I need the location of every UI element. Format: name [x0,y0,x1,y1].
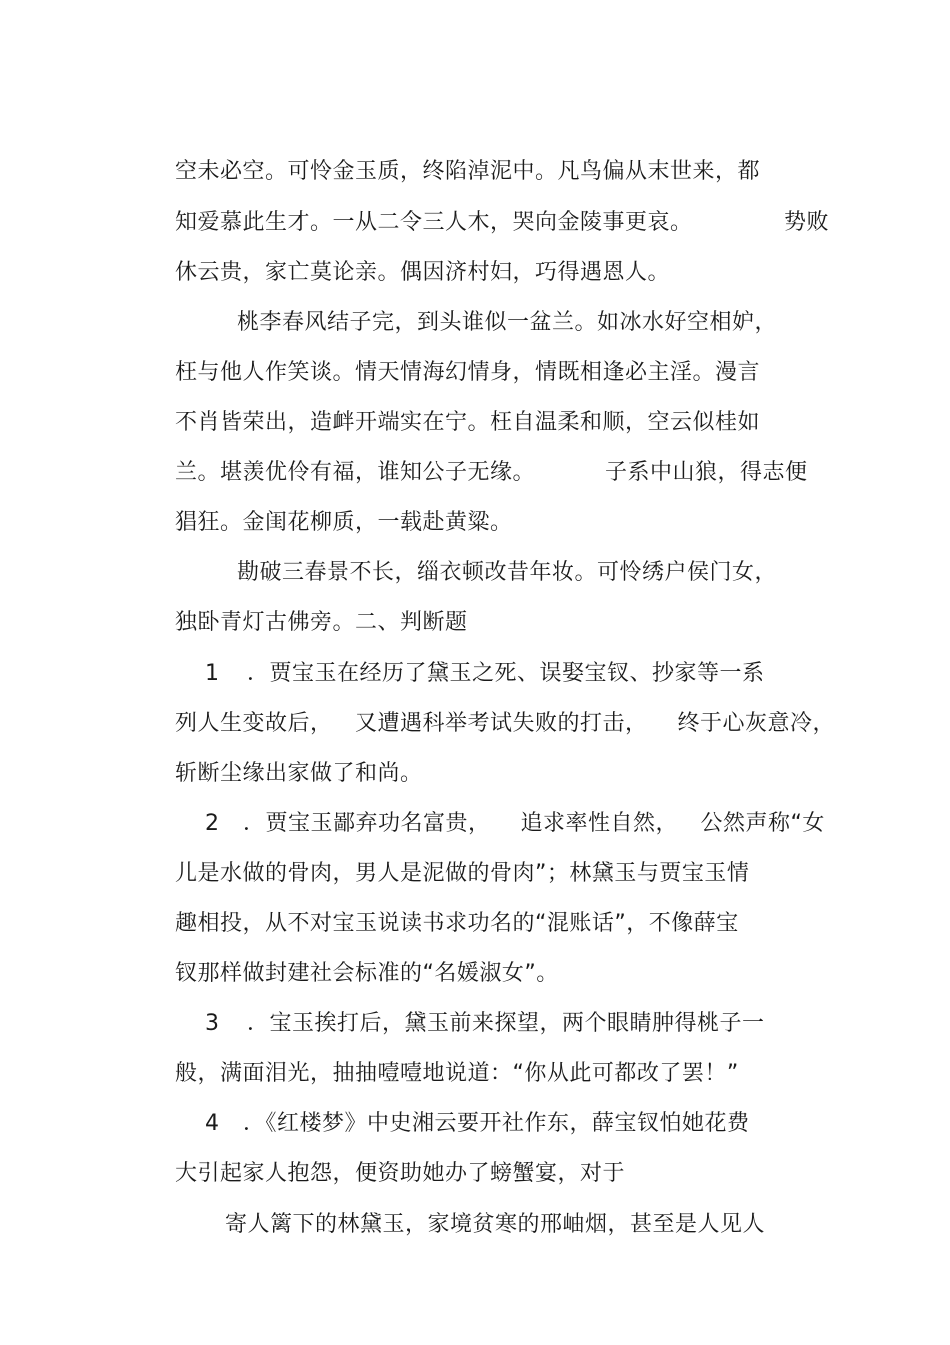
line-text: 般，满面泪光，抽抽噎噎地说道：“你从此可都改了罢！” [174,1061,739,1086]
line-tail-text: 子系中山狼，得志便 [604,460,808,485]
line-text: 知爱慕此生才。一从二令三人木，哭向金陵事更哀。 [174,210,693,235]
line-text: ．贾宝玉鄙弃功名富贵， 追求率性自然， 公然声称“女 [242,811,825,836]
line-text: ．《红楼梦》中史湘云要开社作东，薛宝钗怕她花费 [242,1111,750,1136]
line-text: 枉与他人作笑谈。情天情海幻情身，情既相逢必主淫。漫言 [174,360,760,385]
line-text: 空未必空。可怜金玉质，终陷淖泥中。凡鸟偏从末世来，都 [174,159,760,184]
line-text: 斩断尘缘出家做了和尚。 [174,761,423,786]
line-text: 勘破三春景不长，缁衣顿改昔年妆。可怜绣户侯门女， [236,560,777,585]
line-text: 儿是水做的骨肉，男人是泥做的骨肉”；林黛玉与贾宝玉情 [174,861,750,886]
line-text: 兰。堪羡优伶有福，谁知公子无缘。 [174,460,535,485]
line-text: 列人生变故后， 又遭遇科举考试失败的打击， 终于心灰意冷， [174,711,835,736]
item-number: 3 [204,1011,220,1036]
text-line-22 [195,1180,765,1270]
line-text: 钗那样做封建社会标准的“名媛淑女”。 [174,961,559,986]
line-tail-text: 势败 [783,210,829,235]
line-text: 独卧青灯古佛旁。二、判断题 [174,610,468,635]
text-line-2-tail [754,178,829,268]
line-text: 寄人篱下的林黛玉，家境贫寒的邢岫烟，甚至是人见人 [224,1212,765,1237]
line-text: ．贾宝玉在经历了黛玉之死、误娶宝钗、抄家等一系 [246,661,765,686]
line-text: 趣相投，从不对宝玉说读书求功名的“混账话”，不像薛宝 [174,911,739,936]
line-text: 不肖皆荣出，造衅开端实在宁。枉自温柔和顺，空云似桂如 [174,410,760,435]
item-number: 1 [204,661,220,686]
line-text: 大引起家人抱怨，便资助她办了螃蟹宴，对于 [174,1161,625,1186]
text-line-7-tail [575,428,808,518]
line-text: ．宝玉挨打后，黛玉前来探望，两个眼睛肿得桃子一 [246,1011,765,1036]
line-text: 桃李春风结子完，到头谁似一盆兰。如冰水好空相妒， [236,310,777,335]
line-text: 休云贵，家亡莫论亲。偶因济村妇，巧得遇恩人。 [174,260,670,285]
item-number: 4 [204,1111,220,1136]
item-number: 2 [204,811,220,836]
line-text: 猖狂。金闺花柳质，一载赴黄粱。 [174,510,513,535]
